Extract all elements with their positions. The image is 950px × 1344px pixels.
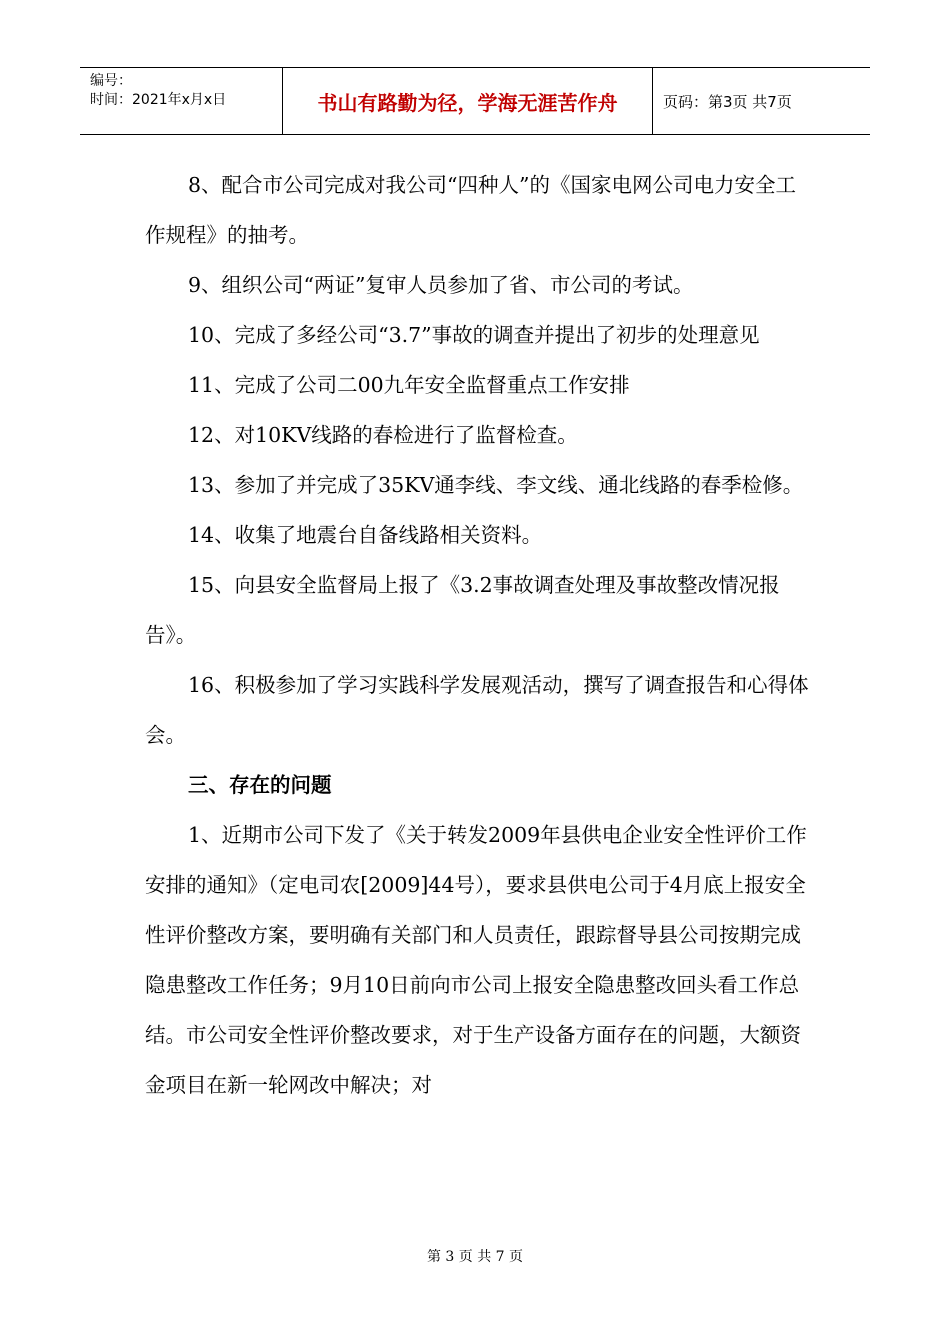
section-heading: 三、存在的问题: [188, 773, 332, 797]
paragraph-15: 15、向县安全监督局上报了《3.2事故调查处理及事故整改情况报告》。: [145, 573, 780, 647]
header-page-label: 页码：第3页 共7页: [663, 92, 792, 111]
page-footer: 第 3 页 共 7 页: [426, 1249, 524, 1265]
document-time-label: 时间：2021年x月x日: [90, 92, 227, 108]
paragraph-13: 13、参加了并完成了35KV通李线、李文线、通北线路的春季检修。: [188, 473, 804, 497]
paragraph-14: 14、收集了地震台自备线路相关资料。: [188, 523, 543, 547]
paragraph-10: 10、完成了多经公司“3.7”事故的调查并提出了初步的处理意见: [188, 323, 760, 347]
problem-paragraph-1: 1、近期市公司下发了《关于转发2009年县供电企业安全性评价工作安排的通知》（定电司农[2009]44号），要求县供电公司于4月底上报安全性评价整改方案，要明确有关部门和人员责任，跟踪督导县公司按期完成隐患整改工作任务；9月10日前向市公司上报安全隐患整改回头看工作总结。市公司安全性评价整改要求，对于生产设备方面存在的问题，大额资金项目在新一轮网改中解决；对: [145, 823, 807, 1097]
document-number-label: 编号：: [90, 73, 132, 89]
paragraph-11: 11、完成了公司二00九年安全监督重点工作安排: [188, 373, 630, 397]
document-body: [145, 160, 810, 1110]
page-header: [80, 67, 870, 135]
paragraph-9: 9、组织公司“两证”复审人员参加了省、市公司的考试。: [188, 273, 694, 297]
paragraph-8: 8、配合市公司完成对我公司“四种人”的《国家电网公司电力安全工作规程》的抽考。: [145, 173, 797, 247]
paragraph-16: 16、积极参加了学习实践科学发展观活动，撰写了调查报告和心得体会。: [145, 673, 809, 747]
header-motto: 书山有路勤为径，学海无涯苦作舟: [282, 68, 653, 134]
header-meta: [80, 68, 282, 134]
paragraph-12: 12、对10KV线路的春检进行了监督检查。: [188, 423, 578, 447]
